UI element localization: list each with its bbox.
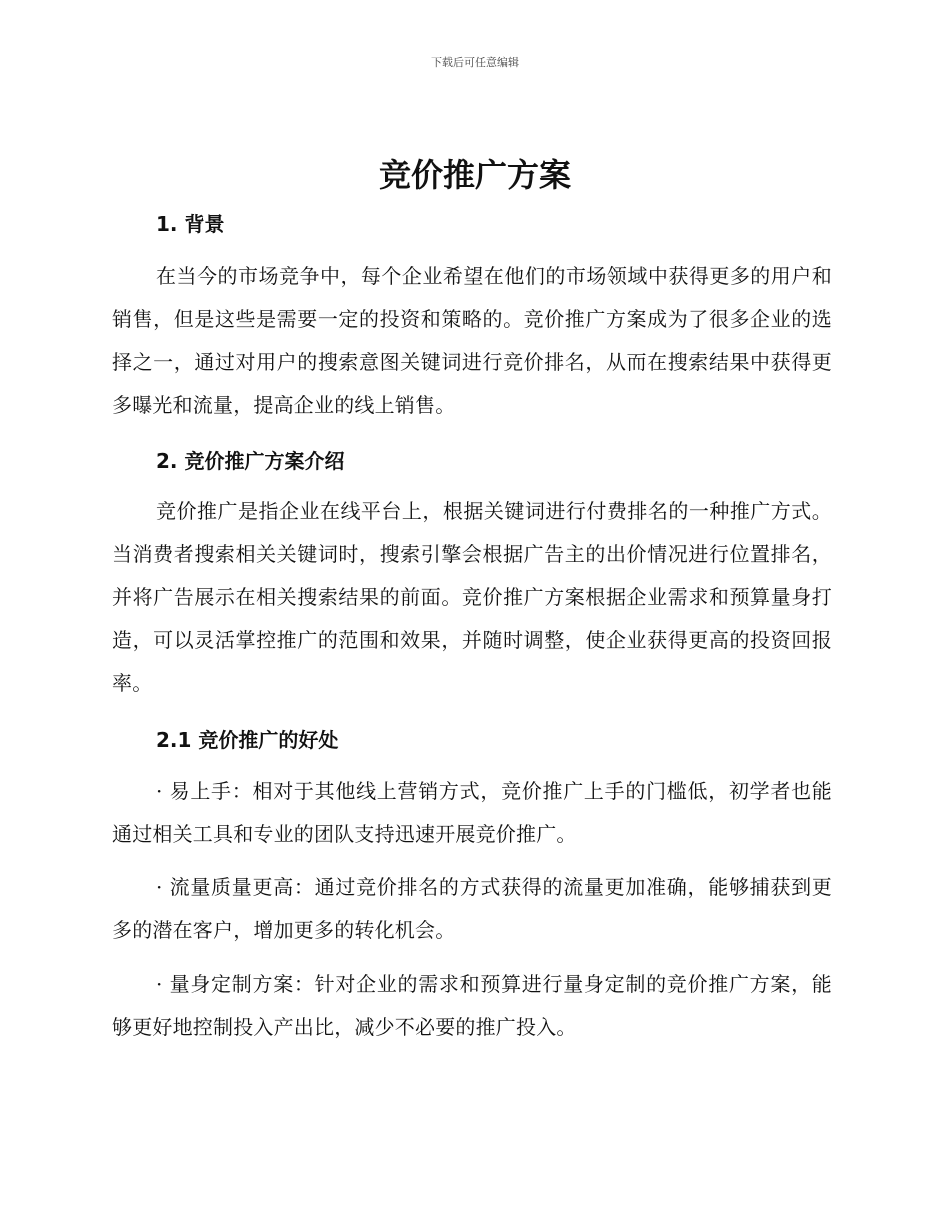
paragraph: · 量身定制方案：针对企业的需求和预算进行量身定制的竞价推广方案，能够更好地控制投入产出比，减少不必要的推广投入。 bbox=[112, 972, 832, 1039]
section-heading: 2. 竞价推广方案介绍 bbox=[156, 449, 345, 473]
page-header-note: 下载后可任意编辑 bbox=[431, 56, 519, 69]
section-heading: 2.1 竞价推广的好处 bbox=[156, 728, 339, 752]
section-introduction bbox=[112, 445, 832, 474]
paragraph: 竞价推广是指企业在线平台上，根据关键词进行付费排名的一种推广方式。当消费者搜索相关关键词时，搜索引擎会根据广告主的出价情况进行位置排名，并将广告展示在相关搜索结果的前面。竞价推广方案根据企业需求和预算量身打造，可以灵活掌控推广的范围和效果，并随时调整，使企业获得更高的投资回报率。 bbox=[112, 499, 832, 695]
document-title: 竞价推广方案 bbox=[378, 156, 571, 194]
paragraph: · 流量质量更高：通过竞价排名的方式获得的流量更加准确，能够捕获到更多的潜在客户，增加更多的转化机会。 bbox=[112, 875, 832, 942]
section-background bbox=[112, 208, 832, 237]
benefit-item bbox=[112, 866, 832, 952]
section-heading: 1. 背景 bbox=[156, 212, 225, 236]
benefit-item bbox=[112, 963, 832, 1049]
benefit-item bbox=[112, 770, 832, 856]
section-introduction-body bbox=[112, 490, 832, 705]
paragraph: 在当今的市场竞争中，每个企业希望在他们的市场领域中获得更多的用户和销售，但是这些是需要一定的投资和策略的。竞价推广方案成为了很多企业的选择之一，通过对用户的搜索意图关键词进行竞价排名，从而在搜索结果中获得更多曝光和流量，提高企业的线上销售。 bbox=[112, 264, 832, 417]
section-background-body bbox=[112, 255, 832, 427]
paragraph: · 易上手：相对于其他线上营销方式，竞价推广上手的门槛低，初学者也能通过相关工具和专业的团队支持迅速开展竞价推广。 bbox=[112, 779, 832, 846]
section-benefits bbox=[112, 724, 832, 753]
